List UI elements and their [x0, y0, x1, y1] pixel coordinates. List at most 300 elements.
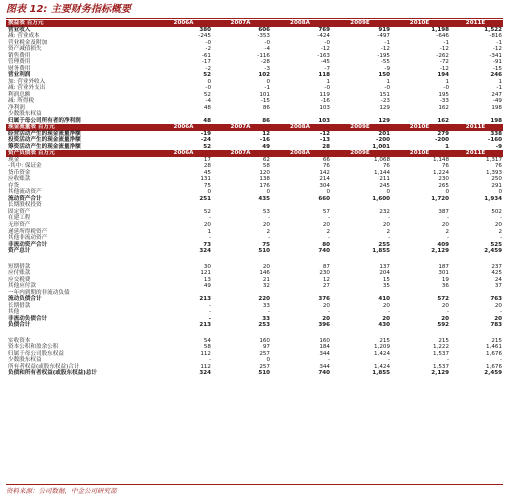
cell-value: -163	[317, 52, 330, 59]
cell-value: 2,129	[431, 370, 449, 377]
cell-value: 28	[203, 163, 211, 170]
cell-value: 0	[498, 189, 502, 196]
cell-value: 250	[491, 176, 502, 183]
cell-value: -	[387, 215, 390, 222]
cell-value: 919	[378, 26, 390, 33]
cell-value: -45	[320, 59, 330, 66]
cell-value: 279	[437, 130, 449, 137]
cell-value: -0	[324, 39, 330, 46]
cell-value: -353	[257, 33, 270, 40]
row-label: 负债合计	[8, 322, 31, 329]
cell-value: -2	[205, 65, 211, 72]
cell-value: 198	[490, 117, 502, 124]
year-header: 2008A	[290, 150, 310, 157]
cell-value: 20	[382, 315, 390, 322]
cell-value: 36	[441, 283, 449, 290]
cell-value: 0	[266, 189, 270, 196]
title-rule	[6, 18, 503, 19]
row-label: 资产总计	[8, 248, 31, 255]
row-label: 其他	[8, 309, 20, 316]
row-label: 长期借款	[8, 302, 31, 309]
cell-value: 0	[266, 357, 270, 364]
cell-value: 184	[319, 344, 330, 351]
cell-value: 112	[200, 363, 211, 370]
cell-value: 45	[203, 169, 211, 176]
cell-value: -55	[380, 59, 390, 66]
cell-value: 58	[262, 163, 270, 170]
cell-value: 1,537	[432, 363, 449, 370]
cell-value: 33	[262, 315, 270, 322]
cell-value: -	[327, 235, 330, 242]
row-label: 其他应付款	[8, 283, 36, 290]
cell-value: -1	[496, 85, 502, 92]
cell-value: 20	[494, 221, 502, 228]
cell-value: -91	[492, 59, 502, 66]
cell-value: -15	[492, 65, 502, 72]
cell-value: 1,068	[373, 156, 390, 163]
year-header: 2007A	[230, 20, 251, 26]
year-header: 2007A	[230, 150, 251, 157]
cell-value: 763	[490, 296, 502, 303]
cell-value: 58	[203, 344, 211, 351]
cell-value: 245	[379, 182, 390, 189]
cell-value: 66	[322, 156, 330, 163]
cell-value: 80	[322, 241, 330, 248]
year-header: 2011E	[465, 124, 486, 131]
row-label: 递延所得税资产	[8, 228, 48, 235]
cell-value: 52	[203, 143, 211, 150]
cell-value: 769	[318, 26, 330, 33]
cell-value: 12	[322, 276, 330, 283]
table-row	[6, 370, 503, 377]
cell-value: 410	[378, 296, 390, 303]
cell-value: -341	[489, 52, 502, 59]
cell-value: -0	[443, 85, 449, 92]
cell-value: 160	[319, 337, 330, 344]
year-header: 2011E	[465, 150, 486, 157]
cell-value: 606	[258, 26, 270, 33]
cell-value: 2	[498, 228, 502, 235]
cell-value: 502	[491, 208, 502, 215]
cell-value: 1,537	[432, 350, 449, 357]
cell-value: 409	[437, 241, 449, 248]
cell-value: 20	[322, 302, 330, 309]
row-label: 现金	[8, 156, 20, 163]
row-label: 归属于母公司所有者的净利润	[8, 117, 81, 124]
cell-value: 21	[262, 276, 270, 283]
cell-value: -	[208, 309, 211, 316]
cell-value: -33	[439, 98, 449, 105]
cell-value: 0	[207, 78, 211, 85]
cell-value: 20	[262, 263, 270, 270]
cell-value: -	[387, 357, 390, 364]
cell-value: 344	[319, 363, 330, 370]
cell-value: 129	[378, 117, 390, 124]
row-label: 营业利润	[8, 72, 31, 79]
cell-value: 75	[262, 241, 270, 248]
source-note: 资料来源：公司数据，中金公司研究部	[6, 487, 117, 495]
row-label: 长期股权投资	[8, 202, 42, 209]
cell-value: 740	[318, 248, 330, 255]
cell-value: 230	[438, 176, 449, 183]
cell-value: 62	[262, 156, 270, 163]
cell-value: -116	[257, 52, 270, 59]
cell-value: 103	[319, 104, 330, 111]
cell-value: 32	[262, 283, 270, 290]
cell-value: -816	[489, 33, 502, 40]
cell-value: -7	[324, 65, 330, 72]
cell-value: 592	[437, 322, 449, 329]
cell-value: 112	[200, 350, 211, 357]
cell-value: -	[208, 235, 211, 242]
row-label: 加: 营业外收入	[8, 78, 46, 85]
cell-value: 76	[494, 163, 502, 170]
row-label: 投资活动产生的现金流量净额	[8, 137, 81, 144]
row-label: 利润总额	[8, 91, 31, 98]
cell-value: 230	[319, 270, 330, 277]
cell-value: 120	[259, 169, 270, 176]
cell-value: 525	[490, 241, 502, 248]
cell-value: 338	[490, 130, 502, 137]
cell-value: 118	[318, 72, 330, 79]
cell-value: 103	[318, 117, 330, 124]
cell-value: -160	[488, 137, 502, 144]
cell-value: 510	[258, 248, 270, 255]
row-label: 资本公积和盈余公积	[8, 344, 59, 351]
cell-value: 253	[258, 322, 270, 329]
cell-value: 48	[203, 104, 211, 111]
footer-rule	[6, 484, 503, 485]
cell-value: 1,222	[432, 344, 449, 351]
year-header: 2008A	[290, 124, 310, 131]
cell-value: -9	[495, 143, 502, 150]
cell-value: -245	[198, 33, 211, 40]
cell-value: 13	[203, 276, 211, 283]
cell-value: 52	[203, 208, 211, 215]
cell-value: -262	[436, 52, 449, 59]
cell-value: 86	[262, 117, 270, 124]
cell-value: -12	[492, 46, 502, 53]
cell-value: 0	[445, 189, 449, 196]
cell-value: 138	[259, 176, 270, 183]
cell-value: -16	[320, 98, 330, 105]
cell-value: 1,720	[431, 195, 449, 202]
cell-value: 2	[326, 228, 330, 235]
cell-value: 291	[491, 182, 502, 189]
cell-value: -	[446, 235, 449, 242]
cell-value: 380	[199, 26, 211, 33]
cell-value: -0	[205, 39, 211, 46]
cell-value: 195	[438, 91, 449, 98]
cell-value: -61	[201, 52, 211, 59]
cell-value: 1,600	[372, 195, 390, 202]
cell-value: 1	[445, 143, 449, 150]
cell-value: -	[267, 215, 270, 222]
cell-value: 265	[438, 182, 449, 189]
cell-value: 387	[438, 208, 449, 215]
row-label: 减: 营业成本	[8, 33, 40, 40]
cell-value: 204	[379, 270, 390, 277]
cell-value: 151	[379, 91, 390, 98]
cell-value: 324	[199, 370, 211, 377]
cell-value: 131	[200, 176, 211, 183]
row-label: 流动负债合计	[8, 296, 42, 303]
cell-value: 20	[441, 221, 449, 228]
row-label: 销售费用	[8, 52, 31, 59]
cell-value: -19	[200, 130, 211, 137]
cell-value: -1	[443, 39, 449, 46]
cell-value: 510	[258, 370, 270, 377]
cell-value: -12	[439, 65, 449, 72]
cell-value: 176	[259, 182, 270, 189]
cell-value: 146	[259, 270, 270, 277]
cell-value: 194	[437, 72, 449, 79]
cell-value: 232	[379, 208, 390, 215]
cell-value: 17	[203, 156, 211, 163]
cell-value: 28	[322, 143, 330, 150]
cell-value: 53	[262, 208, 270, 215]
year-header: 2007A	[230, 124, 251, 131]
cell-value: 137	[379, 263, 390, 270]
year-header: 2010E	[409, 20, 430, 26]
cell-value: -12	[380, 46, 390, 53]
cell-value: 1,424	[373, 350, 390, 357]
spacer-row	[6, 329, 503, 338]
cell-value: 30	[203, 263, 211, 270]
cell-value: 1	[207, 228, 211, 235]
cell-value: 1,676	[485, 350, 502, 357]
cell-value: 48	[203, 117, 211, 124]
row-label: 营业收入	[8, 26, 31, 33]
cell-value: 301	[438, 270, 449, 277]
year-header: 2006A	[173, 20, 194, 26]
cell-value: 1,424	[373, 363, 390, 370]
cell-value: 1,934	[484, 195, 502, 202]
year-header: 2008A	[290, 20, 310, 26]
row-label: 减: 所得税	[8, 98, 35, 105]
cell-value: -0	[384, 85, 390, 92]
cell-value: -	[208, 315, 211, 322]
cell-value: -9	[384, 65, 390, 72]
cell-value: 220	[258, 296, 270, 303]
section-title: 现金流量表 百万元	[8, 124, 55, 131]
row-label: 营业税金及附加	[8, 39, 48, 46]
cell-value: 20	[382, 302, 390, 309]
cell-value: 2,129	[431, 248, 449, 255]
year-header: 2010E	[409, 124, 430, 131]
cell-value: 783	[490, 322, 502, 329]
cell-value: 1,461	[485, 344, 502, 351]
cell-value: 213	[199, 322, 211, 329]
cell-value: 396	[318, 322, 330, 329]
cell-value: 247	[491, 91, 502, 98]
cell-value: -	[387, 235, 390, 242]
row-label: 实收资本	[8, 337, 31, 344]
cell-value: 2	[445, 228, 449, 235]
cell-value: 20	[441, 302, 449, 309]
year-header: 2010E	[409, 150, 430, 157]
row-label: 应收账款	[8, 176, 31, 183]
cell-value: 1,317	[485, 156, 502, 163]
cell-value: -	[499, 235, 502, 242]
cell-value: 52	[203, 72, 211, 79]
cell-value: 129	[379, 104, 390, 111]
cell-value: -3	[264, 65, 270, 72]
cell-value: -17	[201, 59, 211, 66]
cell-value: -15	[260, 98, 270, 105]
cell-value: 150	[378, 72, 390, 79]
cell-value: -28	[260, 59, 270, 66]
cell-value: 75	[203, 182, 211, 189]
cell-value: 425	[491, 270, 502, 277]
row-label: 非流动负债合计	[8, 315, 48, 322]
cell-value: 101	[259, 91, 270, 98]
cell-value: 1	[326, 78, 330, 85]
cell-value: 1,148	[432, 156, 449, 163]
row-label: 筹资活动产生的现金流量净额	[8, 143, 81, 150]
cell-value: 1,855	[372, 248, 390, 255]
cell-value: 33	[262, 302, 270, 309]
spacer-row	[6, 255, 503, 264]
row-label: 净利润	[8, 104, 25, 111]
cell-value: -	[327, 357, 330, 364]
row-label: 货币资金	[8, 169, 31, 176]
cell-value: 304	[319, 182, 330, 189]
section-title: 资产负债表 百万元	[8, 150, 55, 157]
cell-value: 324	[199, 248, 211, 255]
cell-value: 237	[491, 263, 502, 270]
cell-value: 215	[438, 337, 449, 344]
cell-value: -424	[317, 33, 330, 40]
row-label: 所有者权益(或股东权益)合计	[8, 363, 80, 370]
cell-value: 76	[382, 163, 390, 170]
cell-value: 2,459	[484, 370, 502, 377]
cell-value: 246	[490, 72, 502, 79]
cell-value: 2	[386, 228, 390, 235]
cell-value: -13	[319, 137, 330, 144]
cell-value: 76	[322, 163, 330, 170]
cell-value: 344	[319, 350, 330, 357]
row-label: 管理费用	[8, 59, 31, 66]
cell-value: 376	[318, 296, 330, 303]
cell-value: 24	[494, 276, 502, 283]
cell-value: 1	[445, 78, 449, 85]
cell-value: 20	[494, 315, 502, 322]
row-label: -其中: 保证金	[8, 163, 42, 170]
cell-value: -12	[320, 46, 330, 53]
cell-value: 1,144	[373, 169, 390, 176]
cell-value: 2,459	[484, 248, 502, 255]
cell-value: -4	[264, 46, 270, 53]
cell-value: 1,393	[485, 169, 502, 176]
cell-value: 119	[319, 91, 330, 98]
cell-value: -12	[439, 46, 449, 53]
cell-value: 1,676	[485, 363, 502, 370]
cell-value: 187	[438, 263, 449, 270]
cell-value: 73	[203, 241, 211, 248]
cell-value: 255	[378, 241, 390, 248]
cell-value: 57	[322, 208, 330, 215]
cell-value: -1	[264, 85, 270, 92]
row-label: 少数股东权益	[8, 111, 42, 118]
year-header: 2009E	[350, 20, 370, 26]
row-label: 在建工程	[8, 215, 31, 222]
figure-title: 图表 12: 主要财务指标概要	[6, 4, 131, 15]
cell-value: 1	[498, 78, 502, 85]
cell-value: 142	[319, 169, 330, 176]
cell-value: 1,001	[372, 143, 390, 150]
cell-value: 20	[322, 315, 330, 322]
row-label: 归属于母公司股东权益	[8, 350, 64, 357]
row-label: 一年内到期的非流动负债	[8, 289, 70, 296]
cell-value: 20	[203, 221, 211, 228]
row-label: 固定资产	[8, 208, 31, 215]
row-label: 财务费用	[8, 65, 31, 72]
year-header: 2011E	[465, 20, 486, 26]
cell-value: 52	[203, 91, 211, 98]
cell-value: -72	[439, 59, 449, 66]
cell-value: -200	[376, 137, 390, 144]
cell-value: -	[499, 309, 502, 316]
cell-value: 15	[382, 276, 390, 283]
cell-value: -497	[377, 33, 390, 40]
year-header: 2009E	[350, 124, 370, 131]
cell-value: 211	[379, 176, 390, 183]
cell-value: -200	[435, 137, 449, 144]
cell-value: -	[208, 215, 211, 222]
cell-value: 20	[494, 302, 502, 309]
year-header: 2009E	[350, 150, 370, 157]
row-label: 流动资产合计	[8, 195, 42, 202]
row-label: 资产减值损失	[8, 46, 42, 53]
cell-value: 19	[441, 276, 449, 283]
row-label: 短期借款	[8, 263, 31, 270]
cell-value: -49	[492, 98, 502, 105]
cell-value: 121	[200, 270, 211, 277]
row-label: 非流动资产合计	[8, 241, 48, 248]
cell-value: -0	[324, 85, 330, 92]
financial-summary-table	[6, 20, 503, 377]
cell-value: 97	[262, 344, 270, 351]
cell-value: -	[327, 309, 330, 316]
cell-value: -0	[205, 85, 211, 92]
cell-value: 740	[318, 370, 330, 377]
cell-value: 20	[262, 221, 270, 228]
cell-value: -	[499, 215, 502, 222]
cell-value: -195	[377, 52, 390, 59]
cell-value: 0	[207, 189, 211, 196]
cell-value: 213	[199, 296, 211, 303]
row-label: 存货	[8, 182, 20, 189]
cell-value: -	[327, 215, 330, 222]
cell-value: 1,522	[484, 26, 502, 33]
cell-value: 201	[378, 130, 390, 137]
cell-value: 0	[386, 189, 390, 196]
cell-value: 257	[259, 350, 270, 357]
cell-value: -	[446, 215, 449, 222]
row-label: 少数股东权益	[8, 357, 42, 364]
cell-value: 660	[318, 195, 330, 202]
cell-value: 215	[379, 337, 390, 344]
cell-value: 162	[438, 104, 449, 111]
cell-value: -	[267, 235, 270, 242]
cell-value: 2	[266, 228, 270, 235]
cell-value: -23	[380, 98, 390, 105]
cell-value: 0	[266, 78, 270, 85]
cell-value: 160	[259, 337, 270, 344]
cell-value: 87	[322, 263, 330, 270]
cell-value: 1	[386, 78, 390, 85]
